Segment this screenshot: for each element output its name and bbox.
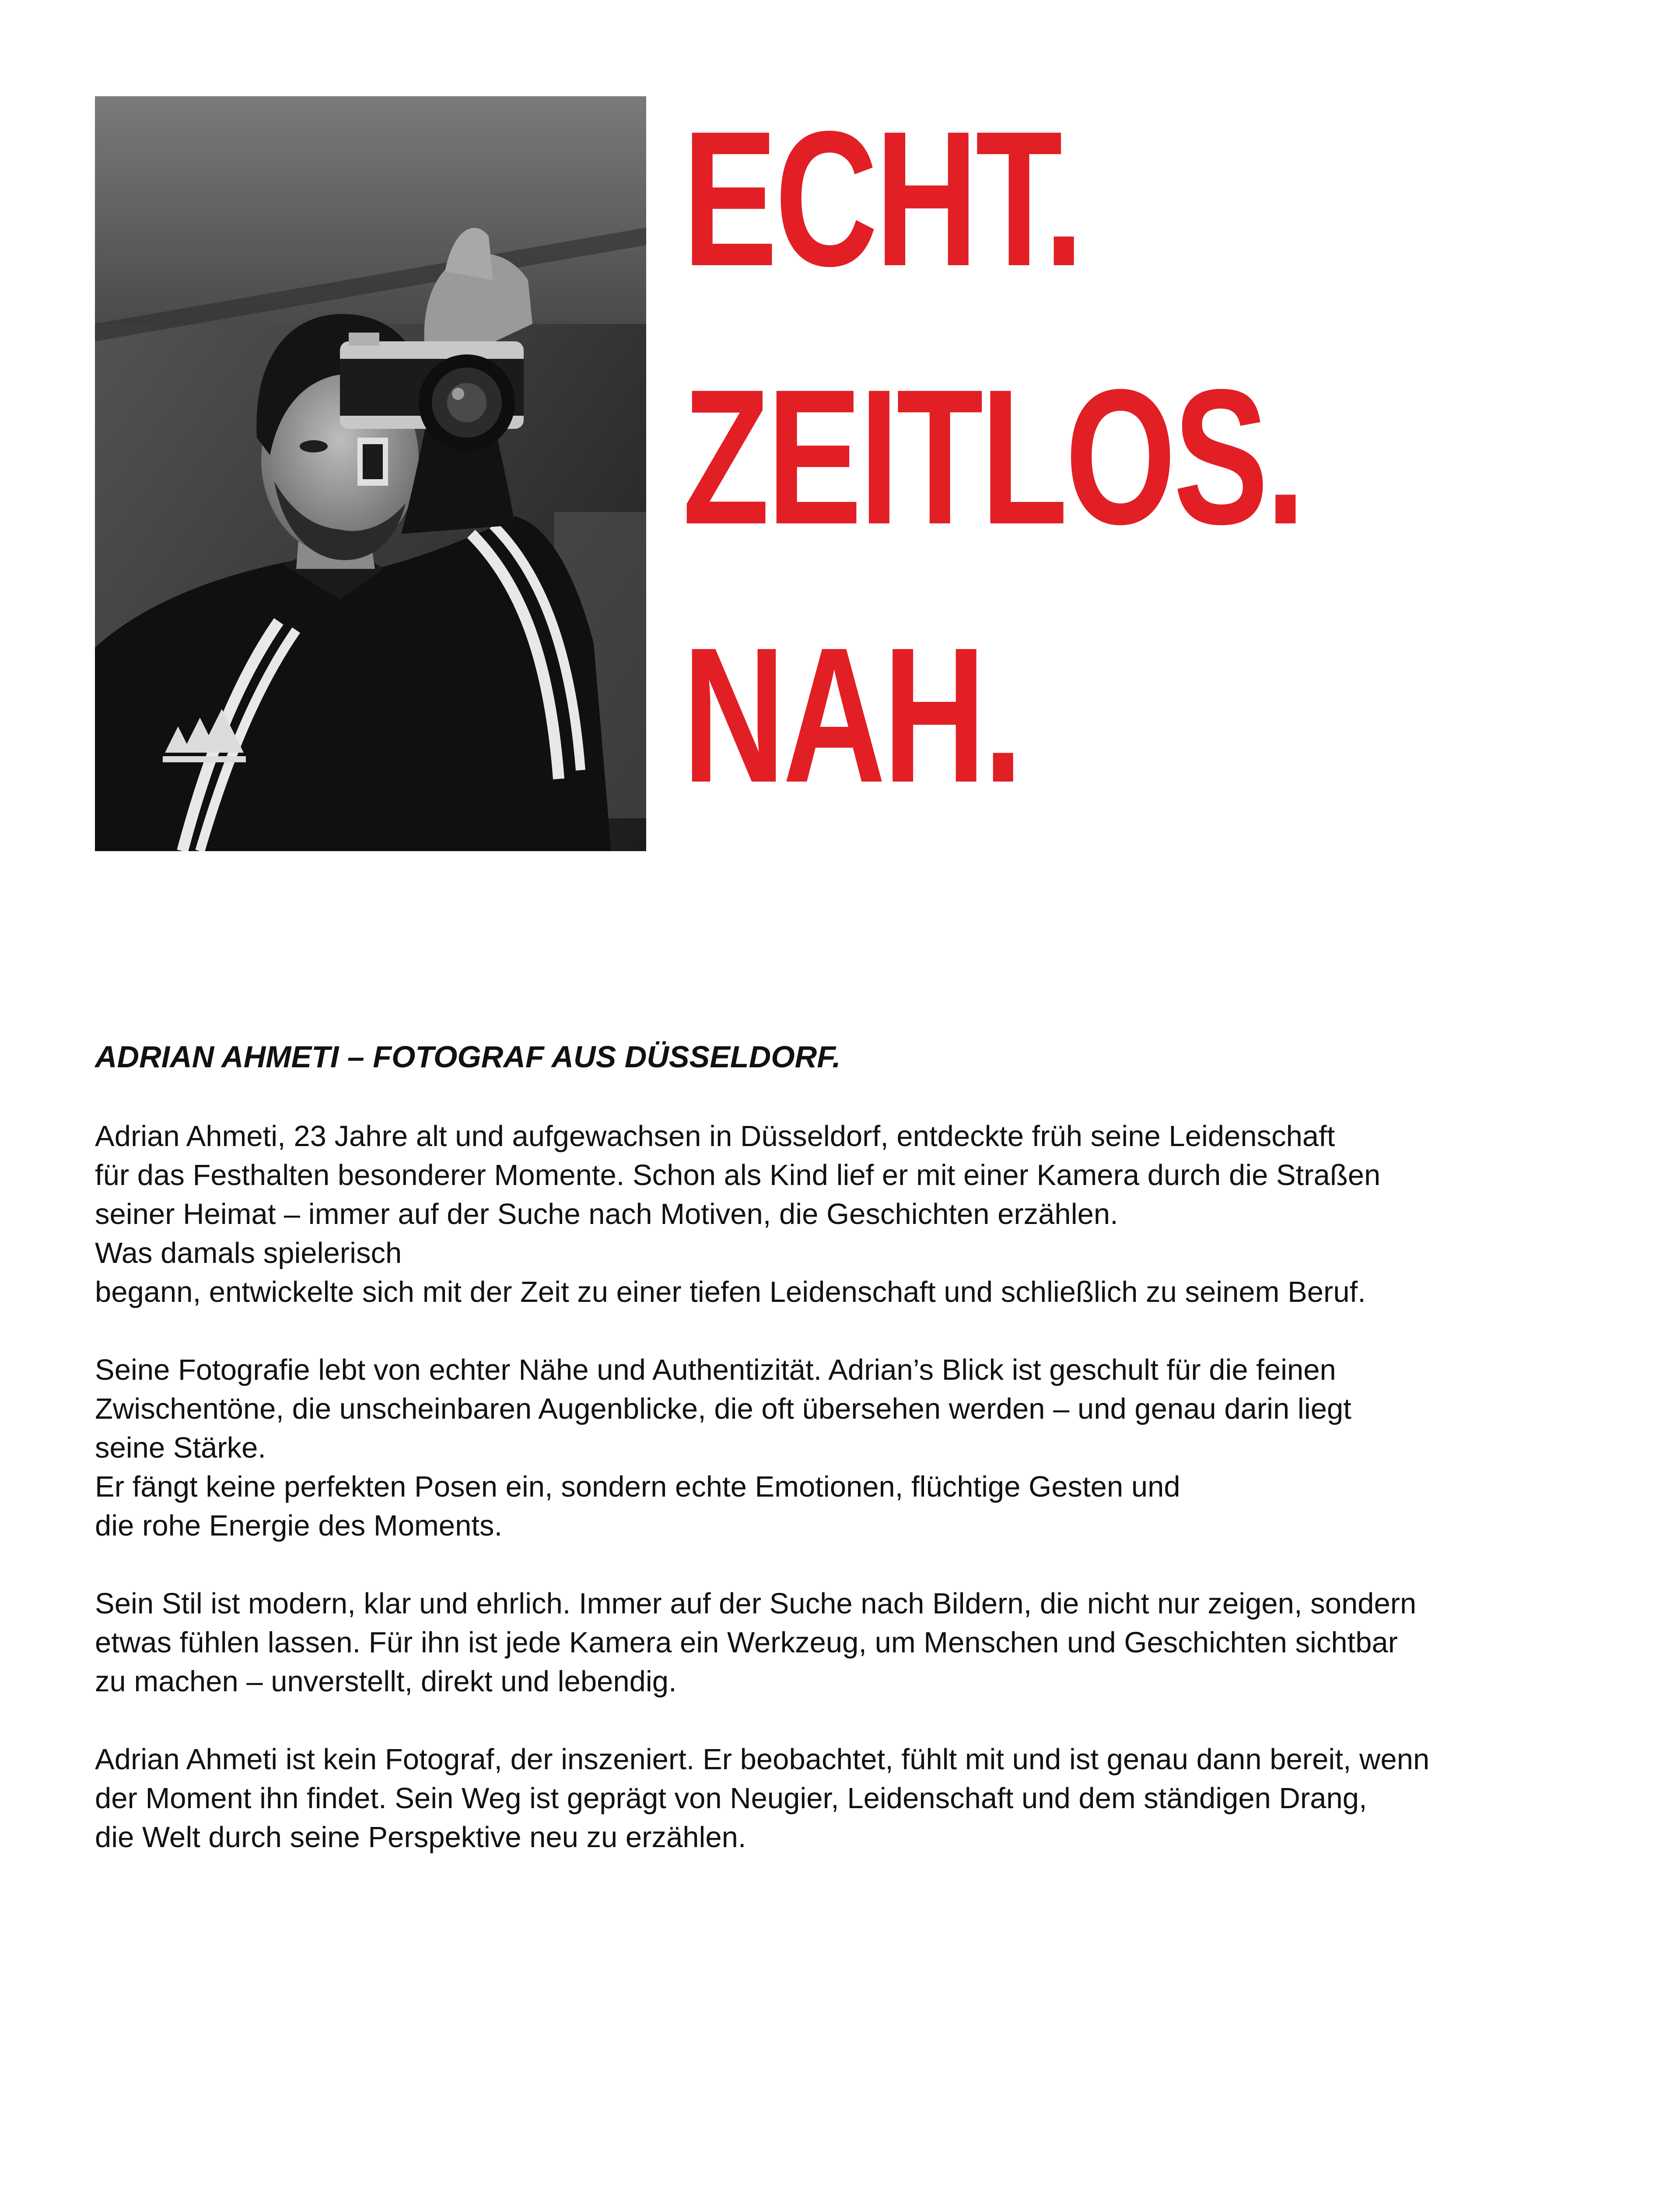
paragraph-line: Adrian Ahmeti ist kein Fotograf, der inszeniert. Er beobachtet, fühlt mit und ist genau dann bereit, wenn [95, 1743, 1430, 1776]
portrait-photo-icon [95, 96, 646, 851]
paragraph-line: Sein Stil ist modern, klar und ehrlich. Immer auf der Suche nach Bildern, die nicht nur zeigen, sondern [95, 1587, 1417, 1620]
paragraph-line: Zwischentöne, die unscheinbaren Augenblicke, die oft übersehen werden – und genau darin liegt [95, 1392, 1351, 1425]
headline-line-2: ZEITLOS. [682, 350, 1303, 565]
article [95, 1037, 1604, 1896]
paragraph-line: begann, entwickelte sich mit der Zeit zu einer tiefen Leidenschaft und schließlich zu seinem Beruf. [95, 1276, 1366, 1308]
paragraph-line: Er fängt keine perfekten Posen ein, sondern echte Emotionen, flüchtige Gesten und [95, 1470, 1180, 1503]
paragraph-line: die Welt durch seine Perspektive neu zu erzählen. [95, 1821, 746, 1854]
portrait-photo [95, 96, 646, 851]
paragraph-line: etwas fühlen lassen. Für ihn ist jede Kamera ein Werkzeug, um Menschen und Geschichten sichtbar [95, 1626, 1398, 1659]
headline [682, 70, 1601, 845]
paragraph-line: seiner Heimat – immer auf der Suche nach Motiven, die Geschichten erzählen. [95, 1198, 1118, 1231]
paragraph-line: seine Stärke. [95, 1431, 266, 1464]
headline-line-1: ECHT. [682, 91, 1082, 306]
paragraph-line: zu machen – unverstellt, direkt und lebendig. [95, 1665, 677, 1698]
paragraph-line: für das Festhalten besonderer Momente. Schon als Kind lief er mit einer Kamera durch die Straßen [95, 1159, 1381, 1192]
headline-line-3: NAH. [682, 608, 1021, 823]
paragraph-line: die rohe Energie des Moments. [95, 1509, 503, 1542]
paragraph-2 [95, 1350, 1604, 1545]
paragraph-line: Seine Fotografie lebt von echter Nähe und Authentizität. Adrian’s Blick ist geschult für die feinen [95, 1353, 1336, 1386]
paragraph-line: Was damals spielerisch [95, 1237, 402, 1269]
paragraph-line: der Moment ihn findet. Sein Weg ist geprägt von Neugier, Leidenschaft und dem ständigen Drang, [95, 1782, 1367, 1815]
article-heading: ADRIAN AHMETI – FOTOGRAF AUS DÜSSELDORF. [95, 1040, 841, 1074]
paragraph-3 [95, 1584, 1604, 1701]
paragraph-4 [95, 1740, 1604, 1857]
paragraph-1 [95, 1117, 1604, 1311]
paragraph-line: Adrian Ahmeti, 23 Jahre alt und aufgewachsen in Düsseldorf, entdeckte früh seine Leidenschaft [95, 1120, 1335, 1153]
